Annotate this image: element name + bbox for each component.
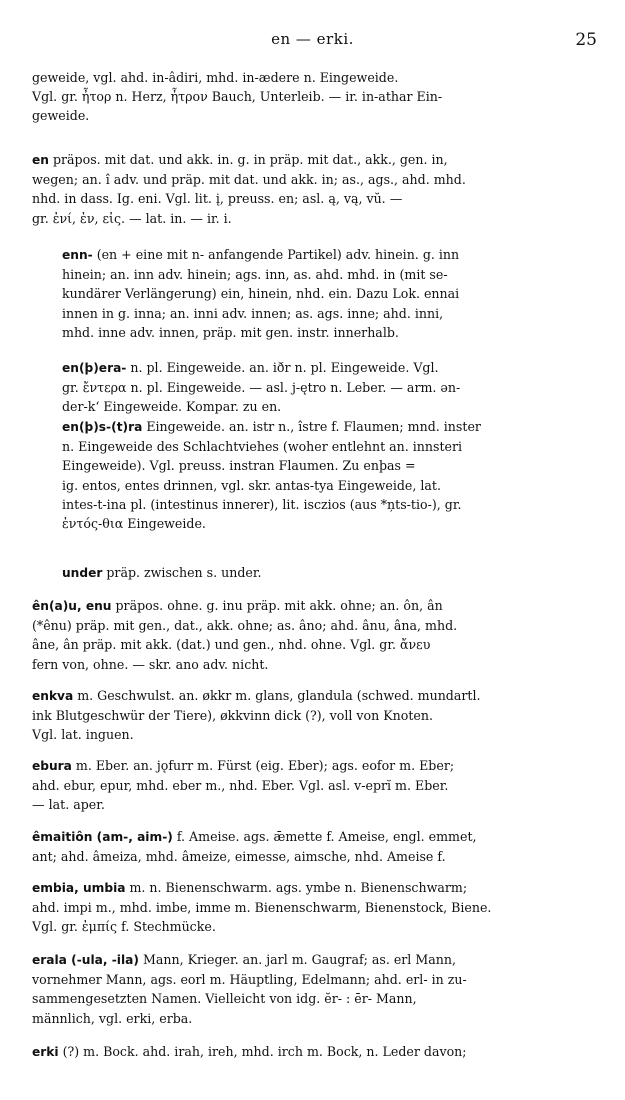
entry-continuation bbox=[32, 68, 610, 126]
entry-headword: enn- bbox=[62, 248, 93, 262]
entry-text: m. n. Bienenschwarm. ags. ymbe n. Bienenschwarm; ahd. impi m., mhd. imbe, imme m. Bienenschwarm, Bienenstock, Biene. Vgl. gr. ἐμπίς f. Stechmücke. bbox=[32, 880, 492, 935]
entry-text: n. pl. Eingeweide. an. iðr n. pl. Eingeweide. Vgl. gr. ἔντερα n. pl. Eingeweide. — asl. j-ętro n. Leber. — arm. ən- der-kʻ Eingeweide. Kompar. zu en. bbox=[62, 360, 461, 415]
entry-headword: ebura bbox=[32, 759, 72, 773]
entry-en bbox=[32, 150, 610, 228]
entry-headword: en(þ)s-(t)ra bbox=[62, 420, 143, 434]
entry-enthera bbox=[62, 358, 610, 417]
entry-headword: erala (-ula, -ila) bbox=[32, 953, 139, 967]
entry-headword: under bbox=[62, 566, 103, 580]
entry-erki bbox=[32, 1042, 610, 1062]
running-head: en — erki. bbox=[271, 30, 354, 48]
entry-text: präpos. mit dat. und akk. in. g. in präp. mit dat., akk., gen. in, wegen; an. î adv. und präp. mit dat. und akk. in; as., ags., ahd. mhd. nhd. in dass. Ig. eni. Vgl. lit. į, preuss. en; asl. ą, vą, vŭ. — gr. ἐνί, ἐν, εἰς. — lat. in. — ir. i. bbox=[32, 152, 466, 226]
entry-headword: ên(a)u, enu bbox=[32, 599, 112, 613]
entry-text: präpos. ohne. g. inu präp. mit akk. ohne; an. ôn, ân (*ênu) präp. mit gen., dat., akk. ohne; as. âno; ahd. ânu, âna, mhd. âne, ân präp. mit akk. (dat.) und gen., nhd. ohne. Vgl. gr. ἄνευ fern von, ohne. — skr. ano adv. nicht. bbox=[32, 598, 458, 672]
entry-headword: en(þ)era- bbox=[62, 361, 127, 375]
entry-enn bbox=[62, 245, 610, 342]
entry-embia bbox=[32, 878, 610, 937]
entry-headword: embia, umbia bbox=[32, 881, 126, 895]
entry-erala bbox=[32, 950, 610, 1028]
entry-headword: erki bbox=[32, 1045, 59, 1059]
entry-text: (?) m. Bock. ahd. irah, ireh, mhd. irch m. Bock, n. Leder davon; bbox=[58, 1044, 467, 1059]
entry-headword: êmaitiôn (am-, aim-) bbox=[32, 830, 173, 844]
entry-text: m. Geschwulst. an. økkr m. glans, glandula (schwed. mundartl. ink Blutgeschwür der Tiere), økkvinn dick (?), voll von Knoten. Vgl. lat. inguen. bbox=[32, 688, 481, 743]
entry-text: präp. zwischen s. under. bbox=[102, 565, 262, 580]
entry-headword: enkva bbox=[32, 689, 74, 703]
entry-under bbox=[62, 563, 610, 583]
entry-text: f. Ameise. ags. ǣmette f. Ameise, engl. emmet, ant; ahd. âmeiza, mhd. âmeize, eimesse, aimsche, nhd. Ameise f. bbox=[32, 829, 477, 865]
entry-enau bbox=[32, 596, 610, 674]
entry-text: m. Eber. an. jǫfurr m. Fürst (eig. Eber); ags. eofor m. Eber; ahd. ebur, epur, mhd. eber m., nhd. Eber. Vgl. asl. v-eprĭ m. Eber. — lat. aper. bbox=[32, 758, 455, 813]
entry-text: (en + eine mit n- anfangende Partikel) adv. hinein. g. inn hinein; an. inn adv. hinein; ags. inn, as. ahd. mhd. in (mit se- kundärer Verlängerung) ein, hinein, nhd. ein. Dazu Lok. ennai innen in g. inna; an. inni adv. innen; as. ags. inne; ahd. inni, mhd. inne adv. innen, präp. mit gen. instr. innerhalb. bbox=[62, 247, 460, 340]
page-number: 25 bbox=[575, 30, 597, 50]
entry-ebura bbox=[32, 756, 610, 815]
entry-headword: en bbox=[32, 153, 49, 167]
entry-text: Mann, Krieger. an. jarl m. Gaugraf; as. erl Mann, vornehmer Mann, ags. eorl m. Häuptling, Edelmann; ahd. erl- in zu- sammengesetzten Namen. Vielleicht von idg. ĕr- : ēr- Mann, männlich, vgl. erki, erba. bbox=[32, 952, 467, 1026]
entry-emaition bbox=[32, 827, 610, 866]
entry-text: Eingeweide. an. istr n., îstre f. Flaumen; mnd. inster n. Eingeweide des Schlachtviehes (woher entlehnt an. innsteri Eingeweide). Vgl. preuss. instran Flaumen. Zu enþas = ig. entos, entes drinnen, vgl. skr. antas-tya Eingeweide, lat. intes-t-ina pl. (intestinus innerer), lit. isczios (aus *ņts-tio-), gr. ἐντός-θια Eingeweide. bbox=[62, 419, 481, 532]
entry-enthstra bbox=[62, 417, 610, 533]
entry-enkva bbox=[32, 686, 610, 745]
page-header bbox=[0, 30, 625, 54]
entry-text: geweide, vgl. ahd. in-âdiri, mhd. in-ædere n. Eingeweide. Vgl. gr. ἦτορ n. Herz, ἦτρον Bauch, Unterleib. — ir. in-athar Ein- geweide. bbox=[32, 70, 443, 124]
